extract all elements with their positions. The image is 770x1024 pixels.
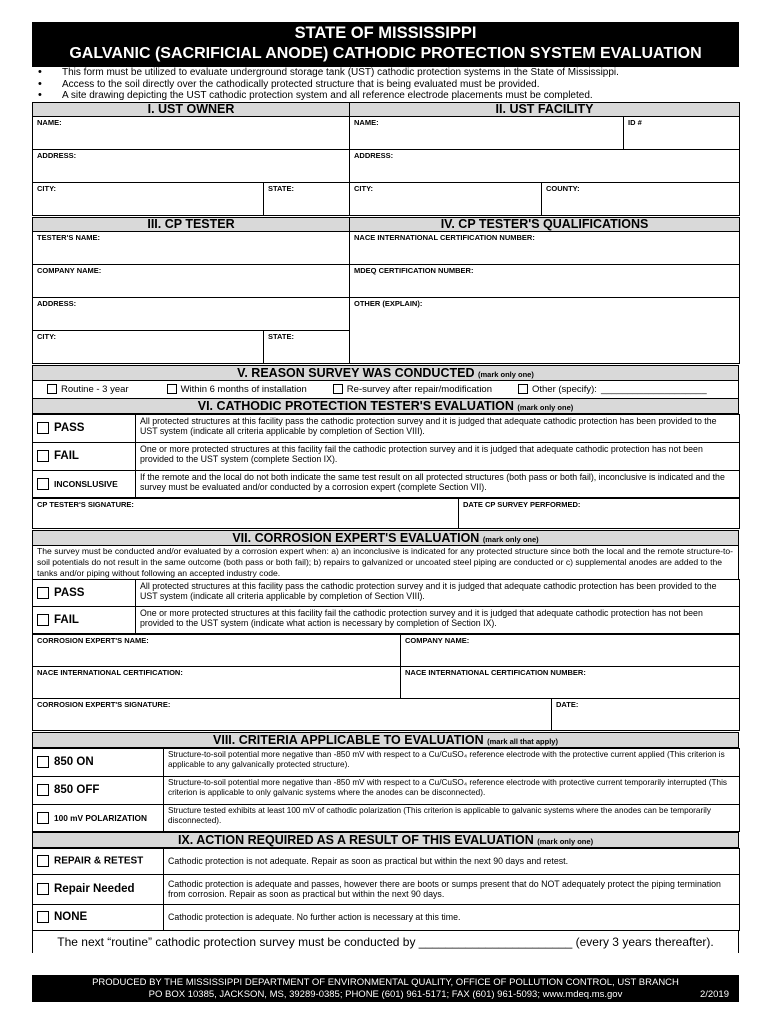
expert-fail-label: FAIL [54,613,79,626]
checkbox[interactable] [167,384,177,394]
owner-name-label: NAME: [37,117,62,127]
checkbox[interactable] [37,422,49,434]
tester-pass-label: PASS [54,422,85,434]
tester-signature-table [32,498,740,529]
nace-cert-number-field[interactable] [350,231,740,264]
facility-name-field[interactable] [350,116,624,149]
tester-city-field[interactable] [33,330,264,363]
action-title: IX. ACTION REQUIRED AS A RESULT OF THIS EVALUATION [177,832,534,847]
reason-within-6-months-label: Within 6 months of installation [180,383,307,395]
action-none-description: Cathodic protection is adequate. No further action is necessary at this time. [164,904,740,930]
tester-evaluation-note: (mark only one) [517,402,574,412]
section-title-ust-owner: I. UST OWNER [33,102,350,116]
section-title-criteria [32,732,739,748]
criteria-850-on-label: 850 ON [54,756,94,768]
tester-evaluation-title: VI. CATHODIC PROTECTION TESTER'S EVALUATION [197,398,514,413]
criteria-polarization-option[interactable] [33,804,164,831]
checkbox[interactable] [37,812,49,824]
footer-line1: PRODUCED BY THE MISSISSIPPI DEPARTMENT OF ENVIRONMENTAL QUALITY, OFFICE OF POLLUTION CONTROL, UST BRANCH [92,977,679,988]
checkbox[interactable] [37,756,49,768]
expert-date-label: DATE: [556,699,579,709]
reason-note: (mark only one) [477,369,534,379]
other-explain-label: OTHER (EXPLAIN): [354,298,423,308]
expert-name-label: CORROSION EXPERT'S NAME: [37,635,149,645]
criteria-table [32,748,740,832]
owner-facility-table [32,102,740,216]
expert-nace-number-label: NACE INTERNATIONAL CERTIFICATION NUMBER: [405,667,586,677]
facility-city-label: CITY: [354,183,374,193]
instructions-list [32,67,739,102]
tester-state-label: STATE: [268,331,294,341]
form-title-line2: GALVANIC (SACRIFICIAL ANODE) CATHODIC PROTECTION SYSTEM EVALUATION [69,45,702,62]
section-title-cp-tester: III. CP TESTER [33,217,350,231]
checkbox[interactable] [37,450,49,462]
action-none-label: NONE [54,911,88,923]
expert-evaluation-table [32,579,740,634]
owner-state-field[interactable] [264,182,350,215]
tester-fail-label: FAIL [54,450,79,462]
instruction-item: • A site drawing depicting the UST cathodic protection system and all reference electrode placements must be completed. [36,90,739,102]
criteria-850-off-option[interactable] [33,776,164,804]
corrosion-expert-note: (mark only one) [482,534,539,544]
checkbox[interactable] [37,883,49,895]
reason-routine[interactable] [47,384,129,395]
tester-address-label: ADDRESS: [37,298,77,308]
owner-name-field[interactable] [33,116,350,149]
action-repair-retest-description: Cathodic protection is not adequate. Repair as soon as practical but within the next 90 days and retest. [164,848,740,874]
checkbox[interactable] [518,384,528,394]
checkbox[interactable] [37,855,49,867]
reason-resurvey-label: Re-survey after repair/modification [346,383,492,395]
expert-nace-cert-label: NACE INTERNATIONAL CERTIFICATION: [37,667,183,677]
owner-address-label: ADDRESS: [37,150,77,160]
form-footer [32,975,739,1002]
section-title-cp-qualifications: IV. CP TESTER'S QUALIFICATIONS [350,217,740,231]
tester-state-field[interactable] [264,330,350,363]
reason-resurvey[interactable] [333,384,492,395]
tester-pass-option[interactable] [33,414,136,442]
reason-within-6-months[interactable] [167,384,307,395]
expert-company-field[interactable] [401,634,740,666]
expert-date-field[interactable] [552,698,740,730]
facility-county-field[interactable] [542,182,740,215]
tester-city-label: CITY: [37,331,57,341]
facility-city-field[interactable] [350,182,542,215]
tester-name-field[interactable] [33,231,350,264]
expert-fail-description: One or more protected structures at this facility fail the cathodic protection survey and it is judged that adequate cathodic protection has not been provided to the UST system (indicate what action is necessary by completion of Section IX). [136,606,740,633]
owner-state-label: STATE: [268,183,294,193]
instruction-item: • This form must be utilized to evaluate underground storage tank (UST) cathodic protection systems in the State of Mississippi. [36,67,739,79]
reason-routine-label: Routine - 3 year [61,383,129,395]
next-survey-line[interactable]: The next “routine” cathodic protection survey must be conducted by _______________________ (every 3 years thereafter). [32,931,739,953]
action-repair-needed-label: Repair Needed [54,883,135,895]
reason-other[interactable] [518,384,707,395]
checkbox[interactable] [37,478,49,490]
form-title-line1: STATE OF MISSISSIPPI [294,24,477,42]
tester-name-label: TESTER'S NAME: [37,232,101,242]
mdeq-cert-number-label: MDEQ CERTIFICATION NUMBER: [354,265,474,275]
mdeq-cert-number-field[interactable] [350,264,740,297]
other-explain-field[interactable] [350,297,740,363]
tester-fail-description: One or more protected structures at this facility fail the cathodic protection survey and it is judged that adequate cathodic protection has not been provided to the UST system (complete Section IX). [136,442,740,470]
footer-line2: PO BOX 10385, JACKSON, MS, 39289-0385; PHONE (601) 961-5171; FAX (601) 961-5093; www.mdeq.ms.gov [148,988,623,1000]
tester-company-field[interactable] [33,264,350,297]
corrosion-expert-title: VII. CORROSION EXPERT'S EVALUATION [232,530,480,545]
reason-options [32,381,739,398]
reason-title: V. REASON SURVEY WAS CONDUCTED [237,365,475,380]
checkbox[interactable] [37,587,49,599]
tester-company-label: COMPANY NAME: [37,265,102,275]
expert-company-label: COMPANY NAME: [405,635,470,645]
checkbox[interactable] [37,911,49,923]
section-title-tester-evaluation [32,398,739,414]
expert-details-table [32,634,740,731]
expert-pass-option[interactable] [33,579,136,606]
facility-name-label: NAME: [354,117,379,127]
facility-id-label: ID # [628,117,642,127]
section-title-corrosion-expert [32,530,739,546]
tester-table [32,217,740,364]
criteria-polarization-label: 100 mV POLARIZATION [54,812,147,823]
footer-line2-row [32,989,739,1001]
facility-county-label: COUNTY: [546,183,580,193]
expert-pass-label: PASS [54,586,85,599]
reason-other-blank[interactable]: ____________________ [600,383,707,395]
action-repair-needed-description: Cathodic protection is adequate and passes, however there are boots or sumps present that do NOT adequately protect the piping termination from corrosion. Repair as soon as practical but within the next 90 days. [164,874,740,904]
expert-pass-description: All protected structures at this facility pass the cathodic protection survey and it is judged that adequate cathodic protection has been provided to the UST system (indicate all criteria applicable by completion of Section VIII). [136,579,740,606]
tester-evaluation-table [32,414,740,498]
criteria-850-off-label: 850 OFF [54,784,100,796]
tester-pass-description: All protected structures at this facility pass the cathodic protection survey and it is judged that adequate cathodic protection has been provided to the UST system (indicate all criteria applicable by completion of Section VIII). [136,414,740,442]
footer-revision: 2/2019 [699,988,729,1000]
action-repair-needed-option[interactable] [33,874,164,904]
owner-city-field[interactable] [33,182,264,215]
nace-cert-number-label: NACE INTERNATIONAL CERTIFICATION NUMBER: [354,232,535,242]
tester-inconclusive-option[interactable] [33,470,136,497]
action-repair-retest-label: REPAIR & RETEST [54,855,144,867]
action-note: (mark only one) [537,836,594,846]
checkbox[interactable] [333,384,343,394]
facility-id-field[interactable] [624,116,740,149]
tester-inconclusive-description: If the remote and the local do not both indicate the same test result on all protected structures (both pass or both fail), inconclusive is indicated and the survey must be evaluated and/or conducted by a corrosion expert (complete Section VII). [136,470,740,497]
action-table [32,848,740,931]
tester-address-field[interactable] [33,297,350,330]
tester-inconclusive-label: INCONSLUSIVE [54,478,118,489]
tester-signature-label: CP TESTER'S SIGNATURE: [37,499,134,509]
expert-name-field[interactable] [33,634,401,666]
criteria-note: (mark all that apply) [487,736,558,746]
form [32,22,739,953]
criteria-title: VIII. CRITERIA APPLICABLE TO EVALUATION [213,732,484,747]
action-repair-retest-option[interactable] [33,848,164,874]
tester-fail-option[interactable] [33,442,136,470]
survey-date-field[interactable] [459,498,740,528]
owner-address-field[interactable] [33,149,350,182]
facility-address-field[interactable] [350,149,740,182]
checkbox[interactable] [37,784,49,796]
survey-date-label: DATE CP SURVEY PERFORMED: [463,499,581,509]
criteria-850-off-description: Structure-to-soil potential more negative than -850 mV with respect to a Cu/CuSO₄ reference electrode with protective current temporarily interrupted (This criterion is applicable to only galvanic systems where the anodes can be disconnected). [164,776,740,804]
expert-signature-field[interactable] [33,698,552,730]
tester-signature-field[interactable] [33,498,459,528]
criteria-polarization-description: Structure tested exhibits at least 100 mV of cathodic polarization (This criterion is applicable to galvanic systems where the anodes can be temporarily disconnected). [164,804,740,831]
action-none-option[interactable] [33,904,164,930]
corrosion-expert-intro: The survey must be conducted and/or evaluated by a corrosion expert when: a) an inconclusive is indicated for any protected structure since both the local and the remote structure-to-soil potentials do not result in the same outcome (both pass or both fail); b) repairs to galvanized or uncoated steel piping are conducted or c) supplemental anodes are added to the tanks and/or piping without following an accepted industry code. [32,546,739,579]
expert-nace-cert-field[interactable] [33,666,401,698]
expert-signature-label: CORROSION EXPERT'S SIGNATURE: [37,699,171,709]
owner-city-label: CITY: [37,183,57,193]
facility-address-label: ADDRESS: [354,150,394,160]
reason-other-label: Other (specify): [532,383,597,395]
criteria-850-on-description: Structure-to-soil potential more negative than -850 mV with respect to a Cu/CuSO₄ reference electrode with the protective current applied (This criterion is applicable to any galvanically protected structure). [164,748,740,776]
section-title-reason [32,365,739,381]
instruction-item: • Access to the soil directly over the cathodically protected structure that is being evaluated must be provided. [36,79,739,91]
checkbox[interactable] [37,614,49,626]
expert-fail-option[interactable] [33,606,136,633]
criteria-850-on-option[interactable] [33,748,164,776]
checkbox[interactable] [47,384,57,394]
section-title-action [32,832,739,848]
expert-nace-number-field[interactable] [401,666,740,698]
section-title-ust-facility: II. UST FACILITY [350,102,740,116]
form-header [32,22,739,67]
